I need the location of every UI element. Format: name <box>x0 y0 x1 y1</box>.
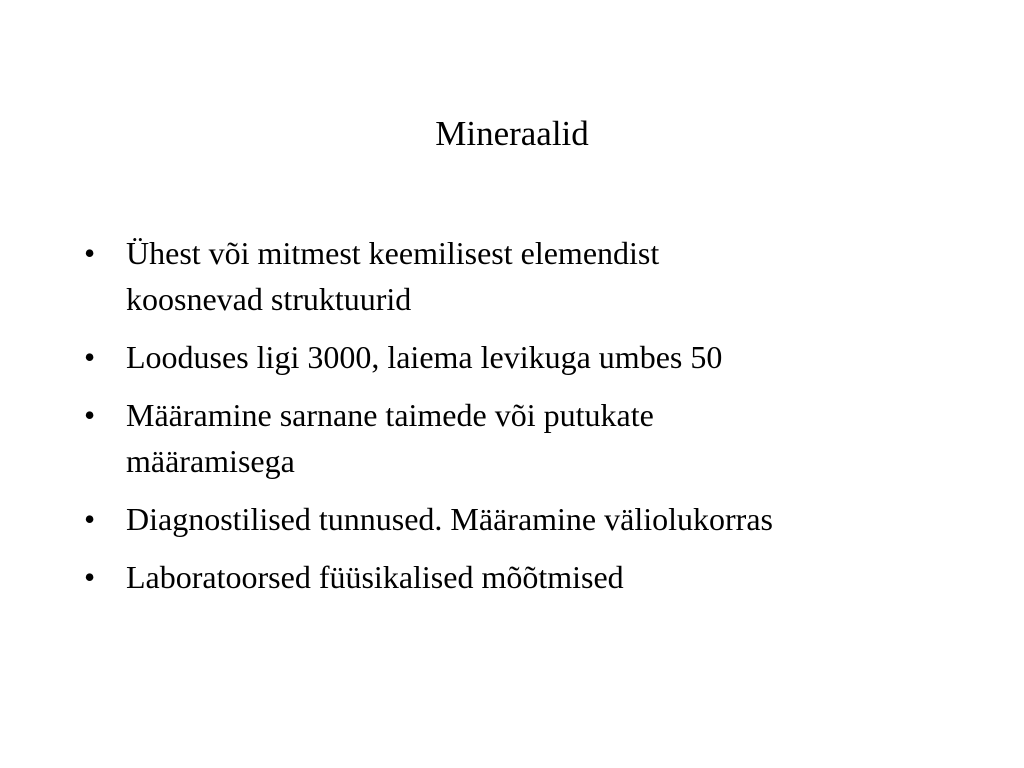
list-item <box>82 496 962 542</box>
bullet-dot-icon: • <box>84 235 96 271</box>
list-item <box>82 392 962 484</box>
bullet-text-line: Diagnostilised tunnused. Määramine väliolukorras <box>126 501 773 537</box>
list-item <box>82 230 962 322</box>
list-item <box>82 554 962 600</box>
bullet-dot-icon: • <box>84 559 96 595</box>
bullet-text-line: Määramine sarnane taimede või putukate <box>126 397 654 433</box>
bullet-text-line: määramisega <box>126 443 295 479</box>
bullet-text-line: Laboratoorsed füüsikalised mõõtmised <box>126 559 624 595</box>
bullet-dot-icon: • <box>84 501 96 537</box>
bullet-dot-icon: • <box>84 339 96 375</box>
bullet-text-line: Ühest või mitmest keemilisest elemendist <box>126 235 660 271</box>
list-item <box>82 334 962 380</box>
bullet-list <box>82 230 962 612</box>
bullet-dot-icon: • <box>84 397 96 433</box>
slide-title: Mineraalid <box>435 114 589 153</box>
bullet-text-line: Looduses ligi 3000, laiema levikuga umbes 50 <box>126 339 723 375</box>
bullet-text-line: koosnevad struktuurid <box>126 281 412 317</box>
